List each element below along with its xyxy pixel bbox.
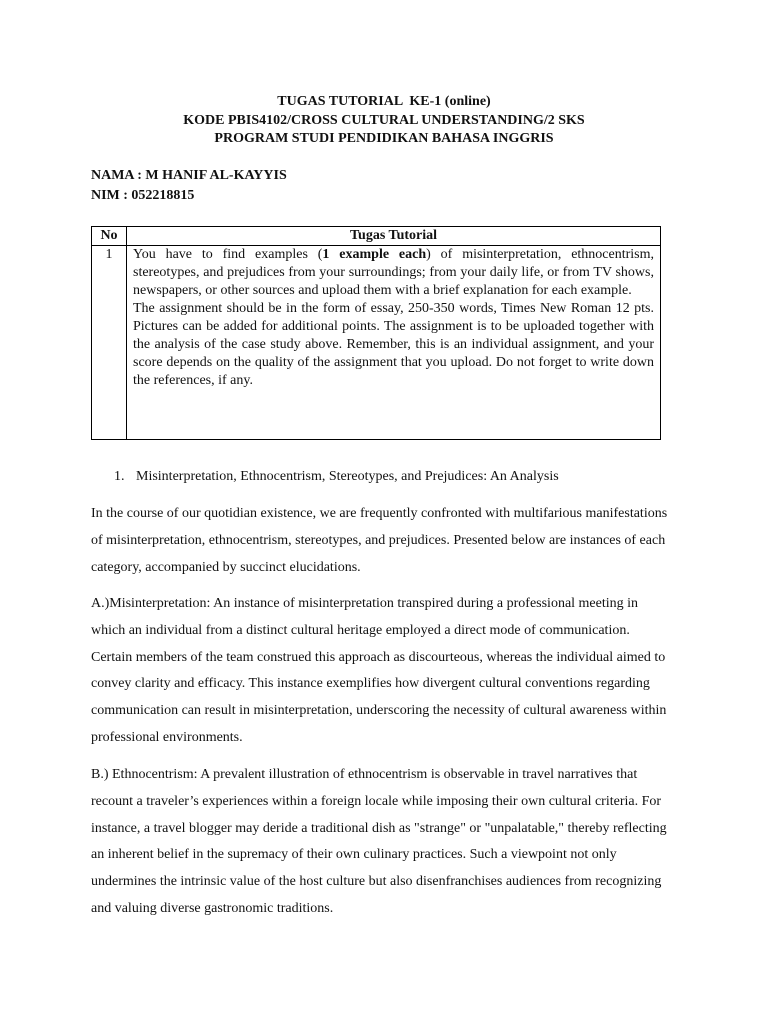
header-line-1: TUGAS TUTORIAL KE-1 (online) (277, 94, 491, 109)
task-text-bold: 1 example each (322, 247, 427, 262)
task-table (91, 226, 661, 440)
student-name: NAMA : M HANIF AL-KAYYIS (91, 168, 287, 183)
document-header (0, 93, 768, 149)
intro-paragraph: In the course of our quotidian existence, we are frequently confronted with multifarious manifestations of misinterpretation, ethnocentrism, stereotypes, and prejudices. Presented below are instances of each category, accompanied by succinct elucidations. (91, 506, 668, 575)
header-line-2: KODE PBIS4102/CROSS CULTURAL UNDERSTANDING/2 SKS (183, 112, 585, 128)
student-info (91, 166, 287, 206)
essay-heading (114, 467, 559, 487)
misinterpretation-paragraph: A.)Misinterpretation: An instance of misinterpretation transpired during a professional meeting in which an individual from a distinct cultural heritage employed a direct mode of communication. Certain members of the team construed this approach as discourteous, whereas the individual aimed to convey clarity and efficacy. This instance exemplifies how divergent cultural conventions regarding communication can result in misinterpretation, underscoring the necessity of cultural awareness within professional environments. (91, 596, 667, 745)
task-description (127, 246, 661, 440)
table-row (92, 246, 661, 440)
column-header-no: No (92, 227, 127, 246)
essay-heading-text: Misinterpretation, Ethnocentrism, Stereotypes, and Prejudices: An Analysis (136, 469, 559, 484)
ethnocentrism-paragraph: B.) Ethnocentrism: A prevalent illustration of ethnocentrism is observable in travel narratives that recount a traveler’s experiences within a foreign locale while imposing their own cultural criteria. For instance, a travel blogger may deride a traditional dish as "strange" or "unpalatable," thereby reflecting an inherent belief in the supremacy of their own culinary practices. Such a viewpoint not only undermines the intrinsic value of the host culture but also disenfranchises audiences from recognizing and valuing diverse gastronomic traditions. (91, 767, 667, 916)
task-text-start: You have to find examples ( (133, 247, 323, 262)
header-line-3: PROGRAM STUDI PENDIDIKAN BAHASA INGGRIS (214, 131, 554, 146)
list-number: 1. (114, 469, 125, 484)
task-instructions: The assignment should be in the form of essay, 250-350 words, Times New Roman 12 pts. Pictures can be added for additional points. The assignment is to be uploaded together with the analysis of the case study above. Remember, this is an individual assignment, and your score depends on the quality of the assignment that you upload. Do not forget to write down the references, if any. (133, 301, 654, 388)
column-header-task: Tugas Tutorial (127, 227, 661, 246)
table-header-row (92, 227, 661, 246)
row-number: 1 (92, 246, 127, 440)
task-text-end: ) of misinterpretation, ethnocentrism, stereotypes, and prejudices from your surroundings; from your daily life, or from TV shows, newspapers, or other sources and upload them with a brief explanation for each example. (133, 247, 655, 298)
student-nim: NIM : 052218815 (91, 188, 195, 203)
